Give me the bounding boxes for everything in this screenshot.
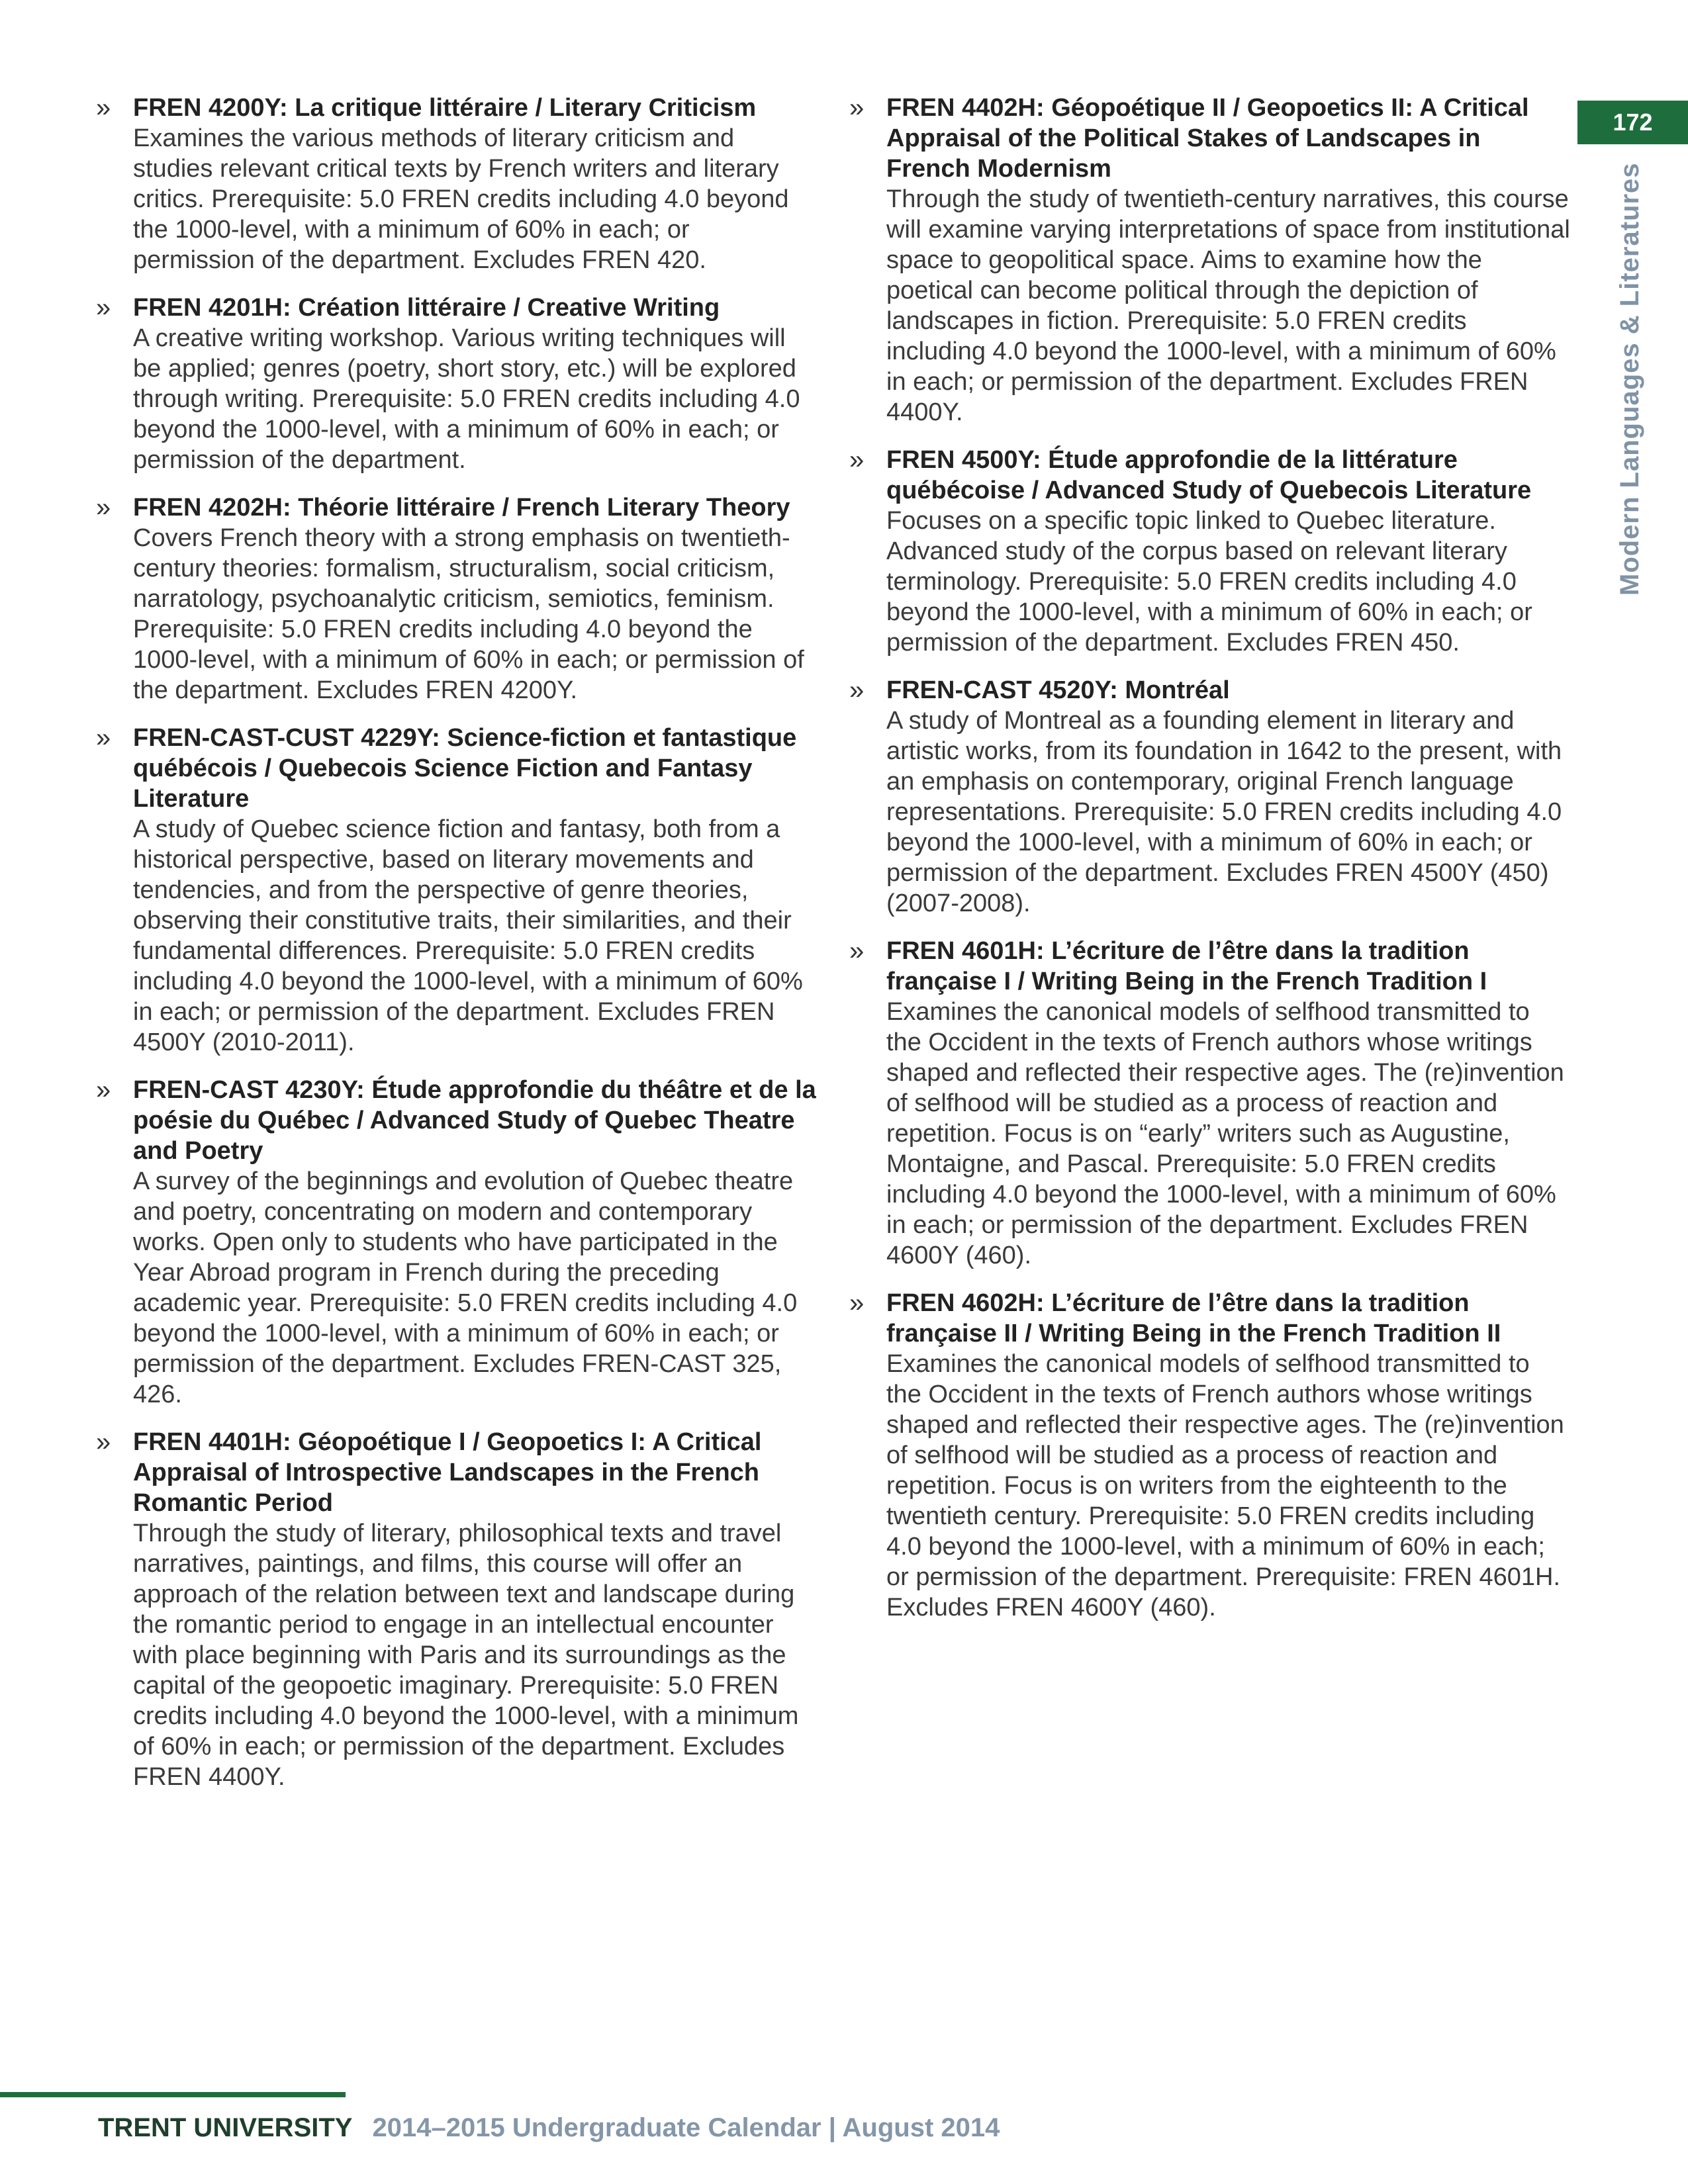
footer-university: TRENT UNIVERSITY <box>98 2113 353 2142</box>
bullet-icon: » <box>849 676 865 705</box>
course-entry <box>96 723 818 1058</box>
bullet-icon: » <box>96 93 111 122</box>
course-description: Focuses on a specific topic linked to Quebec literature. Advanced study of the corpus based on relevant literary terminology. Prerequisite: 5.0 FREN credits including 4.0 beyond the 1000-level, with a minimum of 60% in each; or permission of the department. Excludes FREN 450. <box>886 507 1532 657</box>
course-title: FREN 4200Y: La critique littéraire / Literary Criticism <box>133 94 757 122</box>
bullet-icon: » <box>849 93 865 122</box>
course-entry <box>849 675 1571 919</box>
course-description: Examines the canonical models of selfhood transmitted to the Occident in the texts of French authors whose writings shaped and reflected their respective ages. The (re)invention of selfhood will be studied as a process of reaction and repetition. Focus is on “early” writers such as Augustine, Montaigne, and Pascal. Prerequisite: 5.0 FREN credits including 4.0 beyond the 1000-level, with a minimum of 60% in each; or permission of the department. Excludes FREN 4600Y (460). <box>886 998 1564 1269</box>
course-entry <box>849 1288 1571 1623</box>
page-number-badge: 172 <box>1577 101 1688 144</box>
course-title: FREN 4601H: L’écriture de l’être dans la tradition française I / Writing Being in the French Tradition I <box>886 937 1487 995</box>
course-entry <box>849 93 1571 428</box>
course-title: FREN-CAST 4520Y: Montréal <box>886 676 1230 704</box>
course-description: Through the study of literary, philosophical texts and travel narratives, paintings, and films, this course will offer an approach of the relation between text and landscape during the romantic period to engage in an intellectual encounter with place beginning with Paris and its surroundings as the capital of the geopoetic imaginary. Prerequisite: 5.0 FREN credits including 4.0 beyond the 1000-level, with a minimum of 60% in each; or permission of the department. Excludes FREN 4400Y. <box>133 1520 799 1791</box>
course-description: A study of Quebec science fiction and fantasy, both from a historical perspective, based on literary movements and tendencies, and from the perspective of genre theories, observing their constitutive traits, their similarities, and their fundamental differences. Prerequisite: 5.0 FREN credits including 4.0 beyond the 1000-level, with a minimum of 60% in each; or permission of the department. Excludes FREN 4500Y (2010-2011). <box>133 815 803 1056</box>
course-title: FREN 4602H: L’écriture de l’être dans la tradition française II / Writing Being in the French Tradition II <box>886 1289 1501 1347</box>
course-description: A creative writing workshop. Various writing techniques will be applied; genres (poetry, short story, etc.) will be explored through writing. Prerequisite: 5.0 FREN credits including 4.0 beyond the 1000-level, with a minimum of 60% in each; or permission of the department. <box>133 324 800 474</box>
footer-calendar: 2014–2015 Undergraduate Calendar | August 2014 <box>372 2113 1000 2142</box>
course-entry <box>96 1427 818 1792</box>
course-entry <box>96 492 818 705</box>
course-entry <box>849 445 1571 658</box>
bullet-icon: » <box>849 936 865 966</box>
bullet-icon: » <box>96 1075 111 1105</box>
bullet-icon: » <box>96 1428 111 1457</box>
left-column <box>96 93 818 1809</box>
bullet-icon: » <box>96 493 111 522</box>
bullet-icon: » <box>849 445 865 475</box>
course-entry <box>849 936 1571 1271</box>
course-title: FREN-CAST 4230Y: Étude approfondie du théâtre et de la poésie du Québec / Advanced Study of Quebec Theatre and Poetry <box>133 1076 816 1165</box>
bullet-icon: » <box>849 1289 865 1318</box>
course-description: Covers French theory with a strong emphasis on twentieth-century theories: formalism, structuralism, social criticism, narratology, psychoanalytic criticism, semiotics, feminism. Prerequisite: 5.0 FREN credits including 4.0 beyond the 1000-level, with a minimum of 60% in each; or permission of the department. Excludes FREN 4200Y. <box>133 524 804 704</box>
course-description: A study of Montreal as a founding element in literary and artistic works, from its foundation in 1642 to the present, with an emphasis on contemporary, original French language representations. Prerequisite: 5.0 FREN credits including 4.0 beyond the 1000-level, with a minimum of 60% in each; or permission of the department. Excludes FREN 4500Y (450) (2007-2008). <box>886 707 1562 917</box>
course-description: A survey of the beginnings and evolution of Quebec theatre and poetry, concentrating on modern and contemporary works. Open only to students who have participated in the Year Abroad program in French during the preceding academic year. Prerequisite: 5.0 FREN credits including 4.0 beyond the 1000-level, with a minimum of 60% in each; or permission of the department. Excludes FREN-CAST 325, 426. <box>133 1167 798 1408</box>
course-title: FREN-CAST-CUST 4229Y: Science-fiction et fantastique québécois / Quebecois Science Fiction and Fantasy Literature <box>133 724 797 813</box>
footer <box>98 2111 1000 2144</box>
bullet-icon: » <box>96 293 111 322</box>
course-description: Through the study of twentieth-century narratives, this course will examine varying interpretations of space from institutional space to geopolitical space. Aims to examine how the poetical can become political through the depiction of landscapes in fiction. Prerequisite: 5.0 FREN credits including 4.0 beyond the 1000-level, with a minimum of 60% in each; or permission of the department. Excludes FREN 4400Y. <box>886 185 1570 426</box>
right-column <box>849 93 1571 1640</box>
section-side-label: Modern Languages & Literatures <box>1615 162 1644 596</box>
course-title: FREN 4402H: Géopoétique II / Geopoetics II: A Critical Appraisal of the Political Stakes of Landscapes in French Modernism <box>886 94 1529 183</box>
bullet-icon: » <box>96 723 111 752</box>
course-description: Examines the canonical models of selfhood transmitted to the Occident in the texts of French authors whose writings shaped and reflected their respective ages. The (re)invention of selfhood will be studied as a process of reaction and repetition. Focus is on writers from the eighteenth to the twentieth century. Prerequisite: 5.0 FREN credits including 4.0 beyond the 1000-level, with a minimum of 60% in each; or permission of the department. Prerequisite: FREN 4601H. Excludes FREN 4600Y (460). <box>886 1350 1564 1621</box>
course-description: Examines the various methods of literary criticism and studies relevant critical texts by French writers and literary critics. Prerequisite: 5.0 FREN credits including 4.0 beyond the 1000-level, with a minimum of 60% in each; or permission of the department. Excludes FREN 420. <box>133 124 789 274</box>
course-entry <box>96 1075 818 1410</box>
course-entry <box>96 293 818 475</box>
course-entry <box>96 93 818 275</box>
course-title: FREN 4202H: Théorie littéraire / French Literary Theory <box>133 494 790 522</box>
course-title: FREN 4201H: Création littéraire / Creative Writing <box>133 294 720 322</box>
course-title: FREN 4500Y: Étude approfondie de la littérature québécoise / Advanced Study of Quebecois Literature <box>886 446 1532 504</box>
footer-rule <box>0 2092 346 2097</box>
course-title: FREN 4401H: Géopoétique I / Geopoetics I: A Critical Appraisal of Introspective Landscapes in the French Romantic Period <box>133 1428 762 1517</box>
